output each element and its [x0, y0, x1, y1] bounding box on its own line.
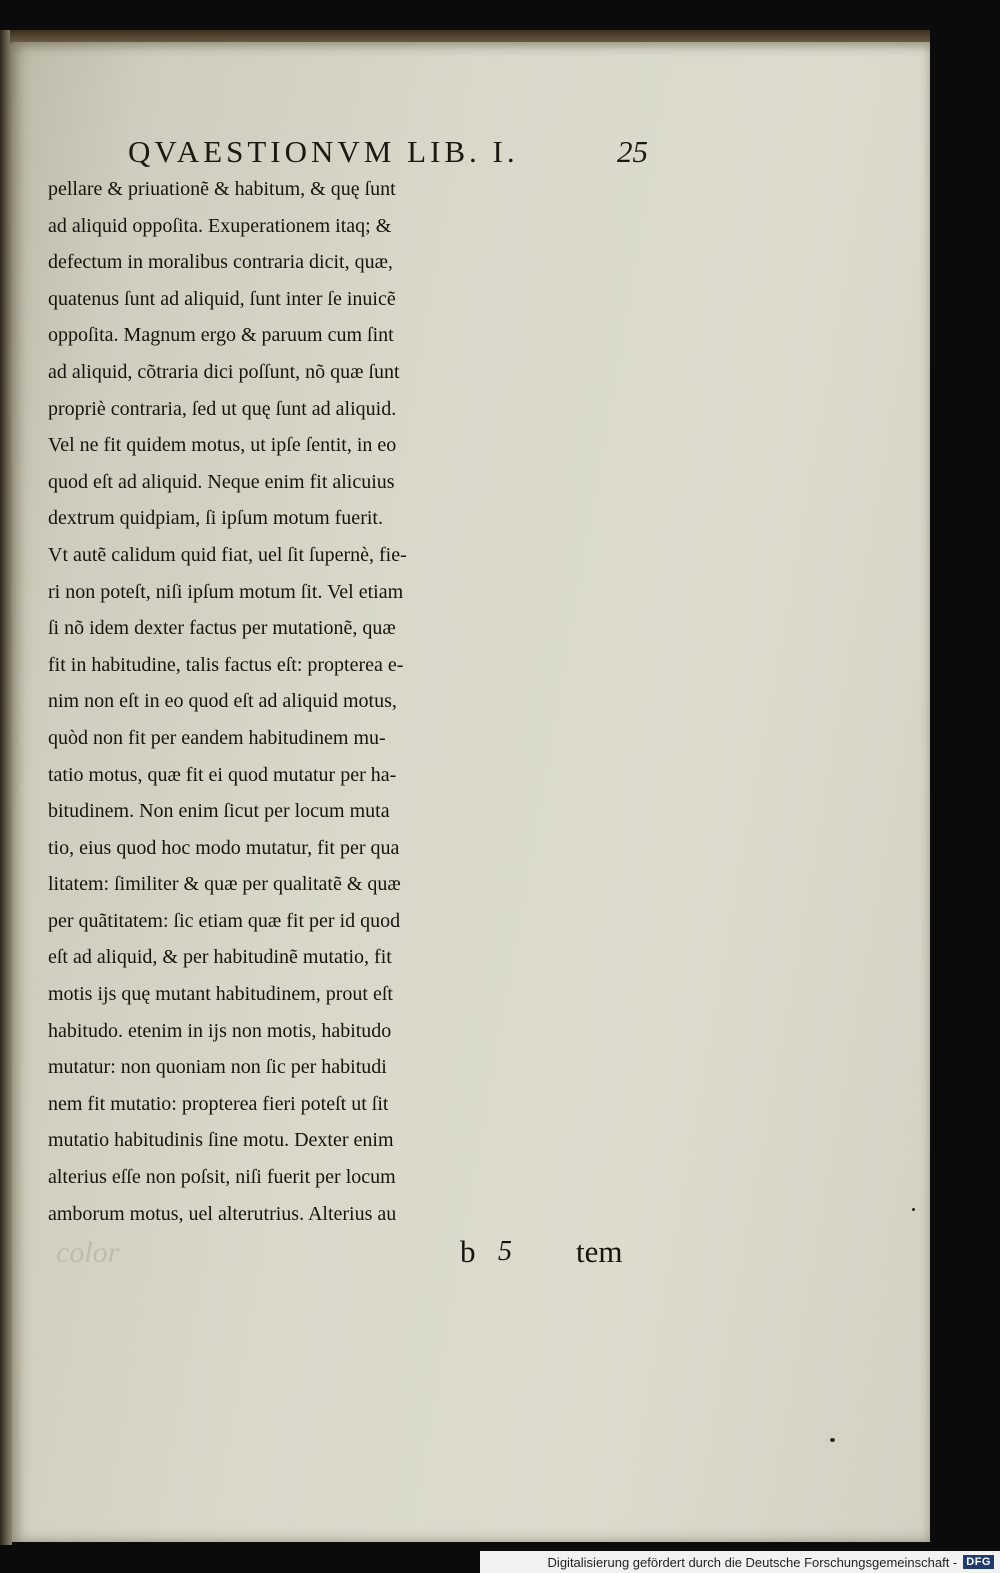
signature-line	[460, 1234, 640, 1274]
text-line: ri non poteſt, niſi ipſum motum ſit. Vel etiam	[48, 580, 404, 603]
footer-credit: Digitalisierung gefördert durch die Deutsche Forschungsgemeinschaft -	[547, 1554, 958, 1570]
text-line: quatenus ſunt ad aliquid, ſunt inter ſe inuicẽ	[48, 287, 396, 310]
text-line: dextrum quidpiam, ſi ipſum motum fuerit.	[48, 507, 383, 530]
signature-number: 5	[498, 1236, 512, 1267]
text-line: alterius eſſe non poſsit, niſi fuerit per locum	[48, 1166, 396, 1189]
text-line: Vel ne fit quidem motus, ut ipſe ſentit, in eo	[48, 434, 397, 457]
text-line: bitudinem. Non enim ſicut per locum muta	[48, 800, 390, 823]
text-line: mutatio habitudinis ſine motu. Dexter enim	[48, 1129, 394, 1152]
page-gutter-edge	[0, 30, 12, 1545]
text-line: quòd non fit per eandem habitudinem mu-	[48, 726, 386, 749]
text-line: nim non eſt in eo quod eſt ad aliquid motus,	[48, 690, 397, 713]
catchword: tem	[576, 1234, 623, 1269]
text-line: ſi nõ idem dexter factus per mutationẽ, quæ	[48, 617, 396, 640]
ink-speck	[830, 1438, 835, 1442]
dfg-logo: DFG	[963, 1555, 994, 1569]
text-line: defectum in moralibus contraria dicit, quæ,	[48, 251, 393, 274]
text-line: habitudo. etenim in ijs non motis, habitudo	[48, 1019, 392, 1042]
text-line: pellare & priuationẽ & habitum, & quę ſunt	[48, 178, 396, 200]
text-line: quod eſt ad aliquid. Neque enim fit alicuius	[48, 470, 395, 493]
text-line: eſt ad aliquid, & per habitudinẽ mutatio, fit	[48, 946, 392, 969]
digitization-footer	[480, 1551, 1000, 1573]
text-line: per quãtitatem: ſic etiam quæ fit per id quod	[48, 909, 401, 932]
text-line: fit in habitudine, talis factus eſt: propterea e-	[48, 653, 404, 676]
ink-speck	[912, 1208, 915, 1211]
running-head	[128, 128, 648, 170]
text-line: tio, eius quod hoc modo mutatur, fit per qua	[48, 836, 400, 859]
text-line: motis ijs quę mutant habitudinem, prout eſt	[48, 983, 393, 1006]
text-block	[48, 171, 648, 1232]
text-line: tatio motus, quæ fit ei quod mutatur per ha-	[48, 763, 397, 786]
text-line: nem fit mutatio: propterea fieri poteſt ut ſit	[48, 1092, 389, 1115]
text-line: ad aliquid, cõtraria dici poſſunt, nõ quæ ſunt	[48, 360, 400, 383]
text-line: propriè contraria, ſed ut quę ſunt ad aliquid.	[48, 397, 397, 420]
text-line: amborum motus, uel alterutrius. Alterius au	[48, 1202, 397, 1225]
running-head-title: QVAESTIONVM LIB. I.	[128, 134, 519, 169]
text-line: litatem: ſimiliter & quæ per qualitatẽ & quæ	[48, 873, 401, 896]
text-line: oppoſita. Magnum ergo & paruum cum ſint	[48, 324, 394, 347]
text-line: mutatur: non quoniam non ſic per habitudi	[48, 1056, 387, 1079]
text-line: Vt autẽ calidum quid fiat, uel ſit ſupernè, fie-	[48, 543, 407, 566]
text-line: ad aliquid oppoſita. Exuperationem itaq; &	[48, 214, 392, 237]
page-number: 25	[617, 134, 648, 169]
show-through-word: color	[56, 1236, 120, 1269]
signature-mark: b	[460, 1234, 476, 1269]
